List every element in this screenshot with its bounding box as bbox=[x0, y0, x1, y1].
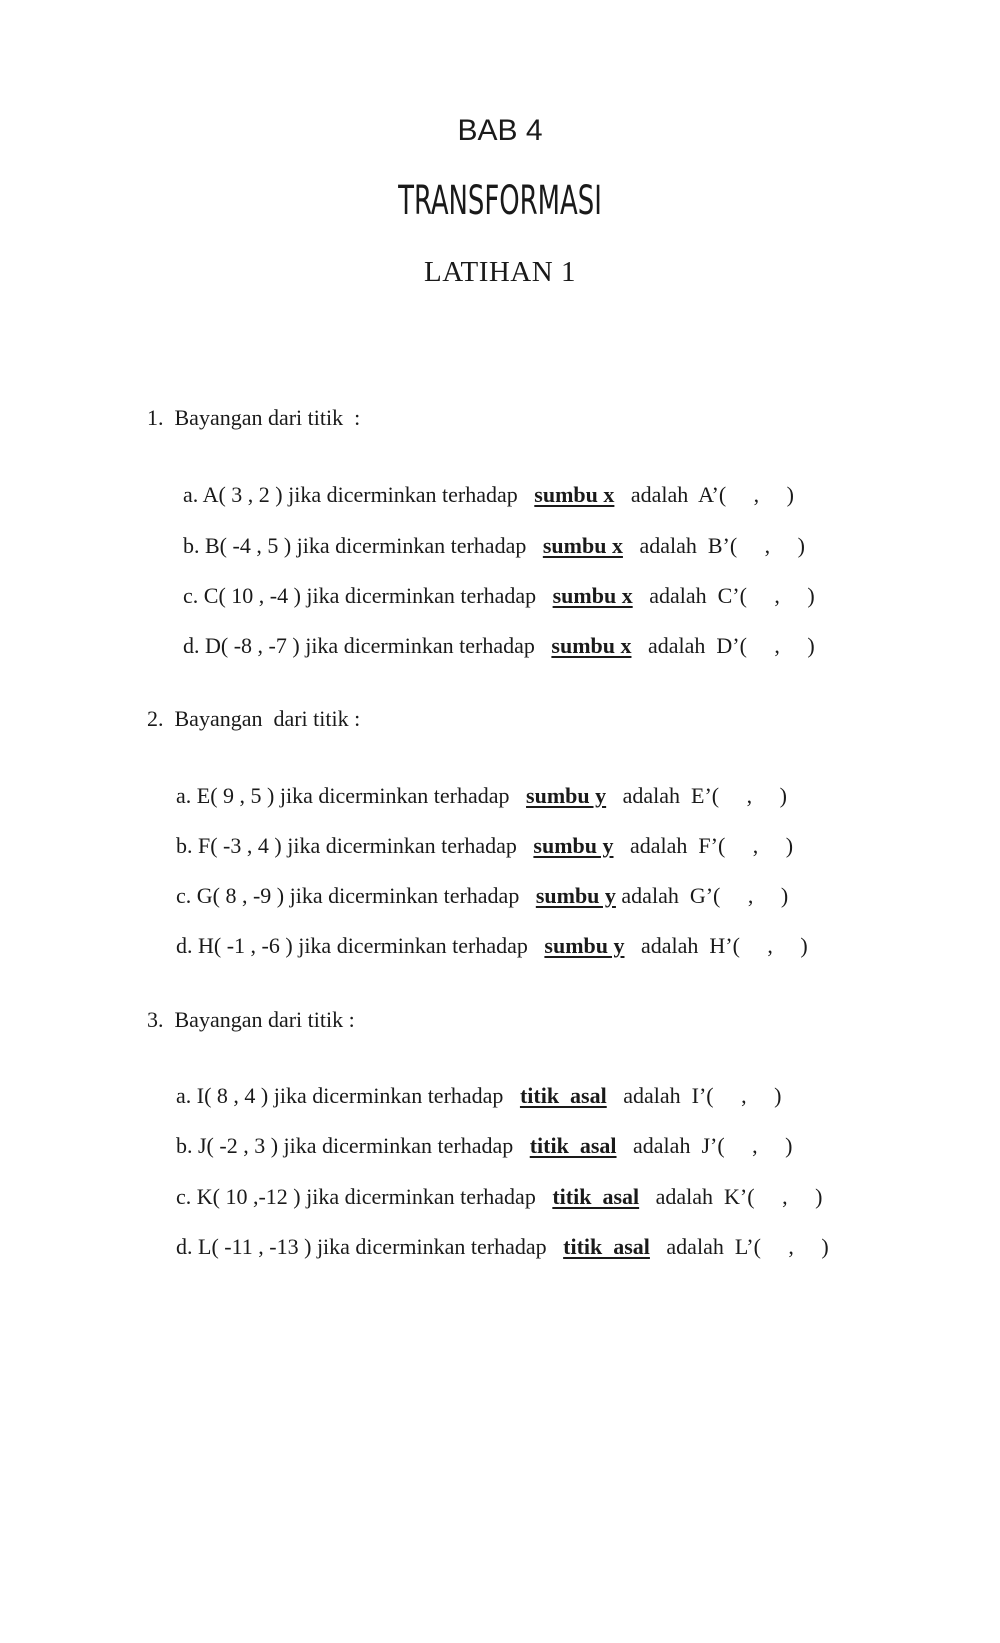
item-label: b. bbox=[176, 833, 193, 858]
item-point: E( 9 , 5 ) bbox=[196, 783, 275, 808]
item-keyword: sumbu y bbox=[526, 783, 607, 808]
list-item bbox=[165, 1057, 781, 1109]
item-keyword: sumbu x bbox=[542, 533, 623, 558]
item-point: I( 8 , 4 ) bbox=[196, 1083, 269, 1108]
item-label: d. bbox=[176, 1234, 193, 1259]
item-point: A( 3 , 2 ) bbox=[202, 482, 283, 507]
item-keyword: titik asal bbox=[519, 1083, 607, 1108]
item-result: adalah A’( , ) bbox=[630, 482, 795, 507]
item-result: adalah K’( , ) bbox=[655, 1184, 823, 1209]
list-item bbox=[165, 857, 788, 909]
item-text: jika dicerminkan terhadap bbox=[306, 583, 537, 608]
item-result: adalah E’( , ) bbox=[622, 783, 787, 808]
list-item bbox=[165, 1158, 822, 1210]
list-item bbox=[165, 907, 808, 959]
page-title: TRANSFORMASI bbox=[398, 178, 602, 224]
item-label: a. bbox=[183, 482, 199, 507]
item-text: jika dicerminkan terhadap bbox=[305, 633, 535, 658]
item-keyword: sumbu y bbox=[533, 833, 614, 858]
item-result: adalah G’( , ) bbox=[621, 883, 789, 908]
section-2-heading: 2. Bayangan dari titik : bbox=[147, 706, 361, 731]
section-1-heading: 1. Bayangan dari titik : bbox=[147, 405, 361, 430]
list-item bbox=[165, 757, 787, 809]
item-label: a. bbox=[176, 783, 192, 808]
item-keyword: sumbu x bbox=[551, 633, 632, 658]
item-text: jika dicerminkan terhadap bbox=[279, 783, 510, 808]
list-item bbox=[165, 807, 793, 859]
item-keyword: titik asal bbox=[563, 1234, 650, 1259]
item-keyword: sumbu y bbox=[544, 933, 625, 958]
item-label: b. bbox=[176, 1133, 193, 1158]
item-result: adalah C’( , ) bbox=[649, 583, 815, 608]
item-keyword: sumbu x bbox=[534, 482, 615, 507]
item-point: J( -2 , 3 ) bbox=[198, 1133, 279, 1158]
item-text: jika dicerminkan terhadap bbox=[283, 1133, 514, 1158]
item-point: G( 8 , -9 ) bbox=[196, 883, 285, 908]
item-keyword: titik asal bbox=[529, 1133, 617, 1158]
item-label: c. bbox=[183, 583, 199, 608]
list-item bbox=[172, 607, 815, 659]
item-point: F( -3 , 4 ) bbox=[198, 833, 282, 858]
item-result: adalah L’( , ) bbox=[666, 1234, 829, 1259]
item-text: jika dicerminkan terhadap bbox=[298, 933, 528, 958]
item-label: c. bbox=[176, 883, 192, 908]
item-label: b. bbox=[183, 533, 200, 558]
item-point: K( 10 ,-12 ) bbox=[196, 1184, 301, 1209]
item-point: C( 10 , -4 ) bbox=[203, 583, 301, 608]
item-result: adalah H’( , ) bbox=[640, 933, 808, 958]
item-label: a. bbox=[176, 1083, 192, 1108]
item-text: jika dicerminkan terhadap bbox=[316, 1234, 547, 1259]
item-point: H( -1 , -6 ) bbox=[198, 933, 293, 958]
item-label: d. bbox=[176, 933, 193, 958]
item-point: L( -11 , -13 ) bbox=[198, 1234, 312, 1259]
list-item bbox=[172, 507, 805, 559]
list-item bbox=[172, 557, 815, 609]
item-text: jika dicerminkan terhadap bbox=[273, 1083, 504, 1108]
item-point: B( -4 , 5 ) bbox=[205, 533, 292, 558]
item-text: jika dicerminkan terhadap bbox=[289, 883, 520, 908]
item-text: jika dicerminkan terhadap bbox=[288, 482, 518, 507]
section-3-heading: 3. Bayangan dari titik : bbox=[147, 1007, 355, 1032]
item-result: adalah J’( , ) bbox=[633, 1133, 793, 1158]
exercise-heading: LATIHAN 1 bbox=[424, 256, 576, 288]
item-label: c. bbox=[176, 1184, 192, 1209]
item-result: adalah F’( , ) bbox=[630, 833, 794, 858]
item-text: jika dicerminkan terhadap bbox=[287, 833, 517, 858]
item-text: jika dicerminkan terhadap bbox=[296, 533, 527, 558]
list-item bbox=[165, 1107, 792, 1159]
item-point: D( -8 , -7 ) bbox=[205, 633, 300, 658]
chapter-label: BAB 4 bbox=[457, 114, 543, 147]
item-result: adalah D’( , ) bbox=[647, 633, 815, 658]
item-keyword: sumbu y bbox=[535, 883, 616, 908]
item-text: jika dicerminkan terhadap bbox=[306, 1184, 536, 1209]
item-keyword: titik asal bbox=[552, 1184, 640, 1209]
item-result: adalah I’( , ) bbox=[623, 1083, 782, 1108]
item-keyword: sumbu x bbox=[552, 583, 633, 608]
list-item bbox=[165, 1208, 829, 1260]
item-label: d. bbox=[183, 633, 200, 658]
list-item bbox=[172, 456, 794, 508]
item-result: adalah B’( , ) bbox=[639, 533, 805, 558]
